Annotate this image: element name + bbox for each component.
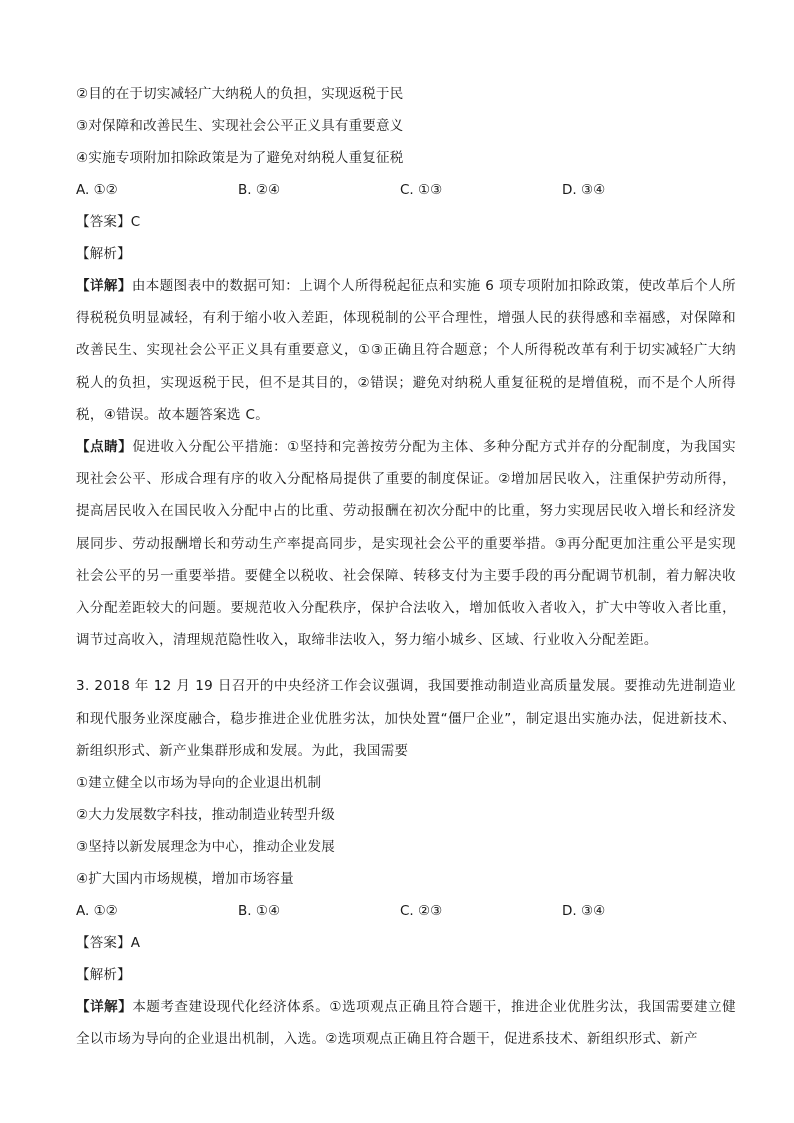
q3-stem: 3. 2018 年 12 月 19 日召开的中央经济工作会议强调，我国要推动制造业高质量发展。要推动先进制造业和现代服务业深度融合，稳步推进企业优胜劣汰，加快处置“僵尸企业”，制定退出实施办法，促进新技术、新组织形式、新产业集群形成和发展。为此，我国需要 xyxy=(76,678,736,759)
q3-analysis-label: 【解析】 xyxy=(76,967,131,984)
q3-answer: 【答案】A xyxy=(76,935,141,952)
document-page xyxy=(76,78,736,1055)
q3-item-2: ②大力发展数字科技，推动制造业转型升级 xyxy=(76,807,335,824)
q3-detail-text: 本题考查建设现代化经济体系。①选项观点正确且符合题干，推进企业优胜劣汰，我国需要建立健全以市场为导向的企业退出机制，入选。②选项观点正确且符合题干，促进系技术、新组织形式、新产 xyxy=(76,999,736,1048)
q3-item-3: ③坚持以新发展理念为中心，推动企业发展 xyxy=(76,839,335,856)
q2-item-2: ②目的在于切实减轻广大纳税人的负担，实现返税于民 xyxy=(76,86,404,102)
q3-item-4: ④扩大国内市场规模，增加市场容量 xyxy=(76,871,294,888)
q2-answer: 【答案】C xyxy=(76,214,141,230)
q2-tip-label: 【点睛】 xyxy=(76,439,133,456)
q2-tip-text: 促进收入分配公平措施：①坚持和完善按劳分配为主体、多种分配方式并存的分配制度，为我国实现社会公平、形成合理有序的收入分配格局提供了重要的制度保证。②增加居民收入，注重保护劳动所得，提高居民收入在国民收入分配中占的比重、劳动报酬在初次分配中的比重，努力实现居民收入增长和经济发展同步、劳动报酬增长和劳动生产率提高同步，是实现社会公平的重要举措。③再分配更加注重公平是实现社会公平的另一重要举措。要健全以税收、社会保障、转移支付为主要手段的再分配调节机制，着力解决收入分配差距较大的问题。要规范收入分配秩序，保护合法收入，增加低收入者收入，扩大中等收入者比重，调节过高收入，清理规范隐性收入，取缔非法收入，努力缩小城乡、区域、行业收入分配差距。 xyxy=(76,439,736,649)
q3-option-a: A. ①② xyxy=(76,903,118,920)
section-gap xyxy=(76,656,736,670)
q3-item-1: ①建立健全以市场为导向的企业退出机制 xyxy=(76,775,322,792)
q3-option-d: D. ③④ xyxy=(562,903,606,920)
q3-detail xyxy=(76,991,736,1055)
q2-item-4: ④实施专项附加扣除政策是为了避免对纳税人重复征税 xyxy=(76,150,404,166)
q2-detail-text: 由本题图表中的数据可知：上调个人所得税起征点和实施 6 项专项附加扣除政策，使改革后个人所得税税负明显减轻，有利于缩小收入差距，体现税制的公平合理性，增强人民的获得感和幸福感，对保障和改善民生、实现社会公平正义具有重要意义，①③正确且符合题意；个人所得税改革有利于切实减轻广大纳税人的负担，实现返税于民，但不是其目的，②错误；避免对纳税人重复征税的是增值税，而不是个人所得税，④错误。故本题答案选 C。 xyxy=(76,278,737,423)
q2-item-3: ③对保障和改善民生、实现社会公平正义具有重要意义 xyxy=(76,118,404,134)
q2-tip xyxy=(76,431,736,656)
q3-options xyxy=(76,895,736,927)
q2-option-a: A. ①② xyxy=(76,182,118,198)
q2-option-d: D. ③④ xyxy=(562,182,606,198)
q2-option-b: B. ②④ xyxy=(238,182,281,198)
q2-options xyxy=(76,174,736,206)
q2-option-c: C. ①③ xyxy=(400,182,443,198)
q2-analysis-label: 【解析】 xyxy=(76,246,131,262)
q3-detail-label: 【详解】 xyxy=(76,999,133,1016)
q3-option-b: B. ①④ xyxy=(238,903,281,920)
q2-detail xyxy=(76,270,736,431)
q3-option-c: C. ②③ xyxy=(400,903,443,920)
q2-detail-label: 【详解】 xyxy=(76,278,132,294)
